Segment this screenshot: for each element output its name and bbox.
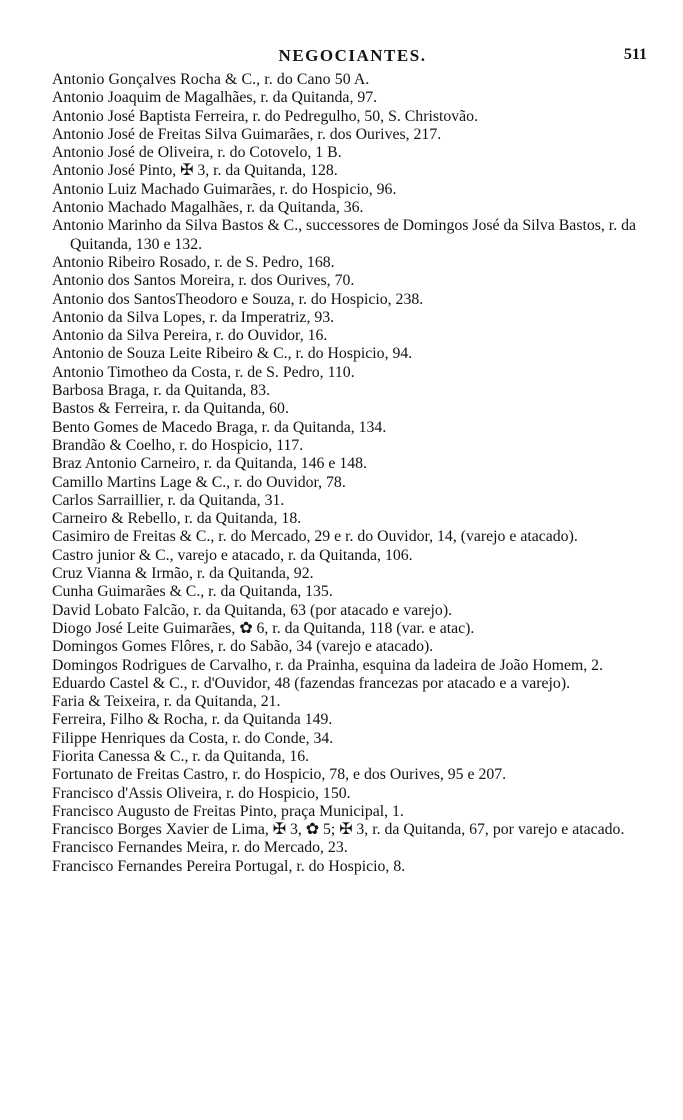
list-item: Francisco Fernandes Meira, r. do Mercado, 23.: [52, 839, 348, 857]
list-item: Diogo José Leite Guimarães, ✿ 6, r. da Quitanda, 118 (var. e atac).: [52, 619, 475, 637]
list-item: Cruz Vianna & Irmão, r. da Quitanda, 92.: [52, 565, 314, 583]
list-item: Carlos Sarraillier, r. da Quitanda, 31.: [52, 491, 285, 509]
list-item: Antonio Luiz Machado Guimarães, r. do Hospicio, 96.: [52, 180, 397, 198]
list-item: Antonio Timotheo da Costa, r. de S. Pedro, 110.: [52, 363, 355, 381]
list-item: Antonio da Silva Lopes, r. da Imperatriz, 93.: [52, 308, 335, 326]
list-item: Antonio de Souza Leite Ribeiro & C., r. do Hospicio, 94.: [52, 345, 413, 363]
list-item: Francisco Augusto de Freitas Pinto, praça Municipal, 1.: [52, 802, 404, 820]
list-item: Brandão & Coelho, r. do Hospicio, 117.: [52, 436, 304, 454]
list-item: Antonio Gonçalves Rocha & C., r. do Cano 50 A.: [52, 71, 370, 88]
list-item: David Lobato Falcão, r. da Quitanda, 63 (por atacado e varejo).: [52, 601, 453, 619]
list-item: Antonio Machado Magalhães, r. da Quitanda, 36.: [52, 199, 364, 217]
list-item: Castro junior & C., varejo e atacado, r. da Quitanda, 106.: [52, 546, 413, 564]
page-title: NEGOCIANTES.: [278, 46, 427, 65]
list-item: Antonio Marinho da Silva Bastos & C., successores de Domingos José da Silva Bastos, r. da Quitanda, 130 e 132.: [52, 217, 636, 253]
list-item: Faria & Teixeira, r. da Quitanda, 21.: [52, 693, 281, 711]
page-header: [0, 46, 683, 70]
list-item: Domingos Rodrigues de Carvalho, r. da Prainha, esquina da ladeira de João Homem, 2.: [52, 656, 604, 674]
list-item: Antonio José de Oliveira, r. do Cotovelo, 1 B.: [52, 144, 342, 162]
list-item: Casimiro de Freitas & C., r. do Mercado, 29 e r. do Ouvidor, 14, (varejo e atacado).: [52, 528, 578, 546]
list-item: Antonio dos Santos Moreira, r. dos Ourives, 70.: [52, 272, 355, 290]
list-item: Antonio José Pinto, ✠ 3, r. da Quitanda, 128.: [52, 162, 338, 180]
page-number: 511: [623, 46, 647, 63]
merchant-list: [52, 71, 650, 876]
list-item: Francisco Fernandes Pereira Portugal, r. do Hospicio, 8.: [52, 857, 406, 875]
list-item: Bento Gomes de Macedo Braga, r. da Quitanda, 134.: [52, 418, 387, 436]
list-item: Fortunato de Freitas Castro, r. do Hospicio, 78, e dos Ourives, 95 e 207.: [52, 766, 507, 784]
list-item: Domingos Gomes Flôres, r. do Sabão, 34 (varejo e atacado).: [52, 638, 434, 656]
list-item: Bastos & Ferreira, r. da Quitanda, 60.: [52, 400, 289, 418]
list-item: Eduardo Castel & C., r. d'Ouvidor, 48 (fazendas francezas por atacado e a varejo).: [52, 674, 571, 692]
list-item: Braz Antonio Carneiro, r. da Quitanda, 146 e 148.: [52, 455, 367, 473]
list-item: Antonio José Baptista Ferreira, r. do Pedregulho, 50, S. Christovão.: [52, 107, 479, 125]
list-item: Fiorita Canessa & C., r. da Quitanda, 16.: [52, 747, 310, 765]
list-item: Antonio Joaquim de Magalhães, r. da Quitanda, 97.: [52, 89, 378, 107]
list-item: Barbosa Braga, r. da Quitanda, 83.: [52, 382, 271, 400]
list-item: Antonio Ribeiro Rosado, r. de S. Pedro, 168.: [52, 253, 335, 271]
list-item: Camillo Martins Lage & C., r. do Ouvidor, 78.: [52, 473, 346, 491]
list-item: Filippe Henriques da Costa, r. do Conde, 34.: [52, 729, 334, 747]
list-item: Cunha Guimarães & C., r. da Quitanda, 135.: [52, 583, 333, 601]
list-item: Ferreira, Filho & Rocha, r. da Quitanda 149.: [52, 711, 333, 729]
list-item: Antonio dos SantosTheodoro e Souza, r. do Hospicio, 238.: [52, 290, 424, 308]
list-item: Antonio da Silva Pereira, r. do Ouvidor, 16.: [52, 327, 328, 345]
list-item: Francisco d'Assis Oliveira, r. do Hospicio, 150.: [52, 784, 351, 802]
list-item: Antonio José de Freitas Silva Guimarães, r. dos Ourives, 217.: [52, 125, 442, 143]
list-item: Francisco Borges Xavier de Lima, ✠ 3, ✿ 5; ✠ 3, r. da Quitanda, 67, por varejo e atacado.: [52, 821, 625, 839]
list-item: Carneiro & Rebello, r. da Quitanda, 18.: [52, 510, 302, 528]
